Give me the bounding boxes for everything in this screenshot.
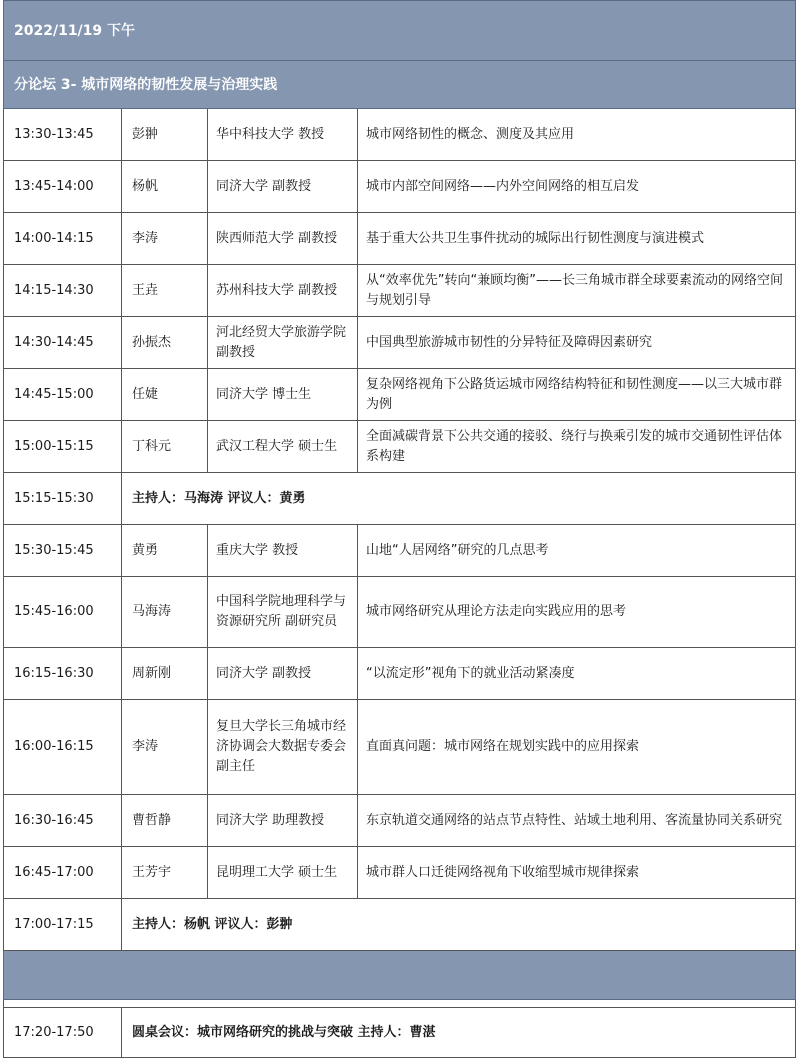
talk-row <box>4 700 796 795</box>
spacer-cell <box>4 1000 796 1008</box>
speaker-name: 孙振杰 <box>122 317 208 369</box>
speaker-affiliation: 苏州科技大学 副教授 <box>208 265 358 317</box>
speaker-name: 马海涛 <box>122 577 208 648</box>
talk-row <box>4 369 796 421</box>
roundtable-info: 圆桌会议：城市网络研究的挑战与突破 主持人：曹湛 <box>122 1008 796 1058</box>
speaker-name: 杨帆 <box>122 161 208 213</box>
talk-row <box>4 161 796 213</box>
time-slot: 15:00-15:15 <box>4 421 122 473</box>
speaker-name: 王芳宇 <box>122 847 208 899</box>
speaker-name: 李涛 <box>122 700 208 795</box>
talk-title: 城市群人口迁徙网络视角下收缩型城市规律探索 <box>358 847 796 899</box>
forum-title: 分论坛 3- 城市网络的韧性发展与治理实践 <box>4 61 796 109</box>
time-slot: 15:30-15:45 <box>4 525 122 577</box>
speaker-name: 李涛 <box>122 213 208 265</box>
speaker-affiliation: 同济大学 博士生 <box>208 369 358 421</box>
speaker-name: 黄勇 <box>122 525 208 577</box>
time-slot: 15:15-15:30 <box>4 473 122 525</box>
talk-title: 山地“人居网络”研究的几点思考 <box>358 525 796 577</box>
speaker-affiliation: 同济大学 副教授 <box>208 161 358 213</box>
speaker-name: 王垚 <box>122 265 208 317</box>
time-slot: 14:00-14:15 <box>4 213 122 265</box>
roundtable-row <box>4 1008 796 1058</box>
talk-row <box>4 421 796 473</box>
host-info: 主持人：马海涛 评议人：黄勇 <box>122 473 796 525</box>
speaker-name: 丁科元 <box>122 421 208 473</box>
time-slot: 13:30-13:45 <box>4 109 122 161</box>
time-slot: 14:30-14:45 <box>4 317 122 369</box>
time-slot: 16:15-16:30 <box>4 648 122 700</box>
speaker-affiliation: 昆明理工大学 硕士生 <box>208 847 358 899</box>
speaker-affiliation: 华中科技大学 教授 <box>208 109 358 161</box>
host-row <box>4 899 796 951</box>
date-header-row <box>4 1 796 61</box>
speaker-affiliation: 中国科学院地理科学与资源研究所 副研究员 <box>208 577 358 648</box>
time-slot: 17:00-17:15 <box>4 899 122 951</box>
speaker-affiliation: 河北经贸大学旅游学院 副教授 <box>208 317 358 369</box>
time-slot: 17:20-17:50 <box>4 1008 122 1058</box>
talk-row <box>4 648 796 700</box>
talk-title: 从“效率优先”转向“兼顾均衡”——长三角城市群全球要素流动的网络空间与规划引导 <box>358 265 796 317</box>
forum-header-row <box>4 61 796 109</box>
talk-title: 城市内部空间网络——内外空间网络的相互启发 <box>358 161 796 213</box>
talk-row <box>4 847 796 899</box>
speaker-name: 任婕 <box>122 369 208 421</box>
talk-title: 直面真问题：城市网络在规划实践中的应用探索 <box>358 700 796 795</box>
talk-title: 基于重大公共卫生事件扰动的城际出行韧性测度与演进模式 <box>358 213 796 265</box>
schedule-table <box>3 0 796 1058</box>
session-date: 2022/11/19 下午 <box>4 1 796 61</box>
talk-row <box>4 265 796 317</box>
talk-row <box>4 577 796 648</box>
schedule <box>3 0 796 1058</box>
speaker-affiliation: 同济大学 助理教授 <box>208 795 358 847</box>
speaker-affiliation: 陕西师范大学 副教授 <box>208 213 358 265</box>
talk-row <box>4 317 796 369</box>
talk-title: 中国典型旅游城市韧性的分异特征及障碍因素研究 <box>358 317 796 369</box>
time-slot: 16:45-17:00 <box>4 847 122 899</box>
spacer-row <box>4 1000 796 1008</box>
speaker-affiliation: 武汉工程大学 硕士生 <box>208 421 358 473</box>
talk-title: 全面减碳背景下公共交通的接驳、绕行与换乘引发的城市交通韧性评估体系构建 <box>358 421 796 473</box>
talk-title: 复杂网络视角下公路货运城市网络结构特征和韧性测度——以三大城市群为例 <box>358 369 796 421</box>
time-slot: 15:45-16:00 <box>4 577 122 648</box>
talk-title: “以流定形”视角下的就业活动紧凑度 <box>358 648 796 700</box>
speaker-affiliation: 重庆大学 教授 <box>208 525 358 577</box>
talk-title: 城市网络研究从理论方法走向实践应用的思考 <box>358 577 796 648</box>
host-row <box>4 473 796 525</box>
time-slot: 16:00-16:15 <box>4 700 122 795</box>
speaker-name: 曹哲静 <box>122 795 208 847</box>
talk-row <box>4 795 796 847</box>
time-slot: 13:45-14:00 <box>4 161 122 213</box>
talk-row <box>4 525 796 577</box>
talk-title: 城市网络韧性的概念、测度及其应用 <box>358 109 796 161</box>
break-band-cell <box>4 951 796 1000</box>
speaker-affiliation: 同济大学 副教授 <box>208 648 358 700</box>
speaker-name: 彭翀 <box>122 109 208 161</box>
break-band <box>4 951 796 1000</box>
speaker-name: 周新刚 <box>122 648 208 700</box>
talk-row <box>4 109 796 161</box>
host-info: 主持人：杨帆 评议人：彭翀 <box>122 899 796 951</box>
speaker-affiliation: 复旦大学长三角城市经济协调会大数据专委会 副主任 <box>208 700 358 795</box>
time-slot: 14:45-15:00 <box>4 369 122 421</box>
talk-title: 东京轨道交通网络的站点节点特性、站域土地利用、客流量协同关系研究 <box>358 795 796 847</box>
time-slot: 14:15-14:30 <box>4 265 122 317</box>
time-slot: 16:30-16:45 <box>4 795 122 847</box>
talk-row <box>4 213 796 265</box>
